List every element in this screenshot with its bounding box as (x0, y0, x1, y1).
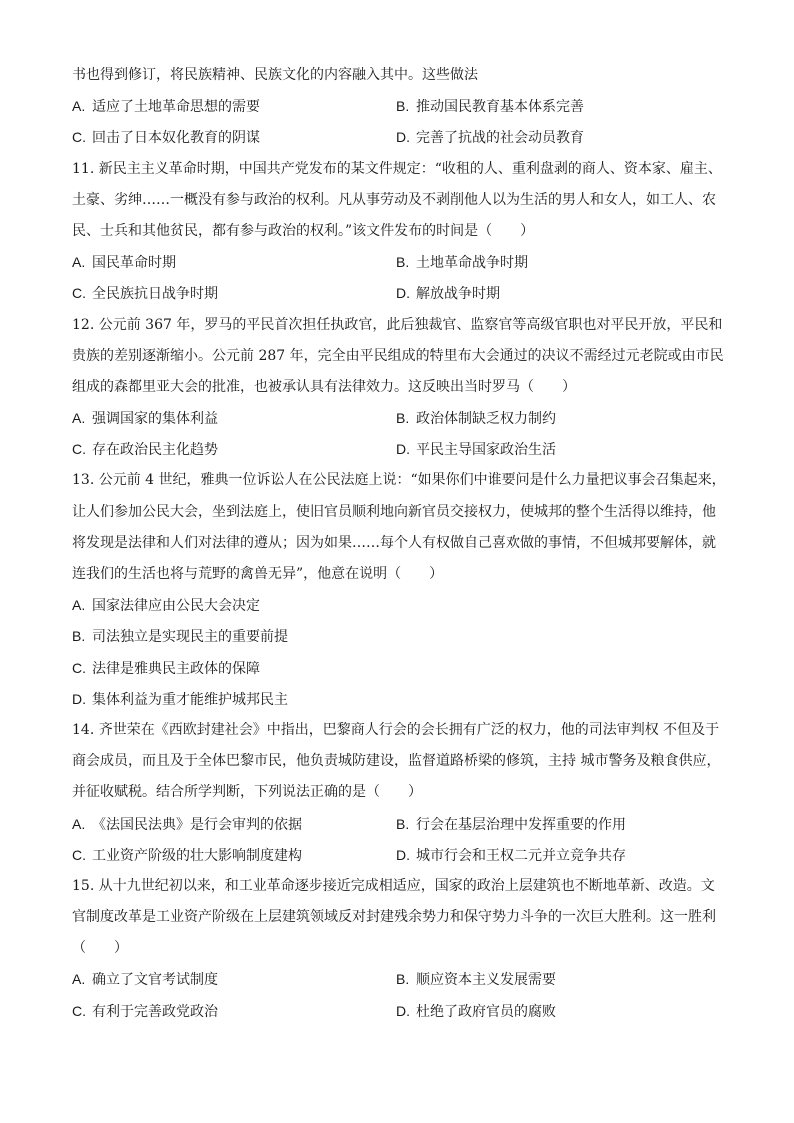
option-b: B. 政治体制缺乏权力制约 (396, 410, 556, 428)
option-d: D. 杜绝了政府官员的腐败 (396, 1002, 556, 1020)
option-c: C. 存在政治民主化趋势 (72, 441, 218, 459)
question-stem-line: 商会成员，而且及于全体巴黎市民，他负责城防建设，监督道路桥梁的修筑，主持 城市警务及粮食供应， (72, 753, 721, 770)
question-stem-line: 官制度改革是工业资产阶级在上层建筑领域反对封建残余势力和保守势力斗争的一次巨大胜利。这一胜利 (72, 909, 716, 926)
option-a: A. 确立了文官考试制度 (72, 971, 218, 989)
option-d: D. 城市行会和王权二元并立竞争共存 (396, 846, 626, 864)
option-d: D. 集体利益为重才能维护城邦民主 (72, 690, 288, 708)
question-stem-line: 13. 公元前 4 世纪，雅典一位诉讼人在公民法庭上说：“如果你们中谁要问是什么力量把议事会召集起来， (72, 472, 726, 489)
option-b: B. 土地革命战争时期 (396, 254, 528, 272)
question-stem-line: 11. 新民主主义革命时期，中国共产党发布的某文件规定：“收租的人、重利盘剥的商人、资本家、雇主、 (72, 160, 722, 177)
option-c: C. 回击了日本奴化教育的阴谋 (72, 129, 260, 147)
option-c: C. 有利于完善政党政治 (72, 1002, 218, 1020)
question-stem-line: 让人们参加公民大会，坐到法庭上，使旧官员顺利地向新官员交接权力，使城邦的整个生活得以维持，他 (72, 503, 716, 520)
question-11 (72, 154, 728, 310)
question-12 (72, 310, 728, 466)
exam-page (72, 60, 728, 1027)
option-b: B. 推动国民教育基本体系完善 (396, 98, 584, 116)
question-stem-line: 连我们的生活也将与荒野的禽兽无异”，他意在说明（ ） (72, 566, 444, 582)
question-stem-line: 12. 公元前 367 年，罗马的平民首次担任执政官，此后独裁官、监察官等高级官职也对平民开放，平民和 (72, 316, 723, 333)
question-stem-line: 14. 齐世荣在《西欧封建社会》中指出，巴黎商人行会的会长拥有广泛的权力，他的司法审判权 不但及于 (72, 721, 720, 738)
option-c: C. 全民族抗日战争时期 (72, 285, 218, 303)
option-a: A. 强调国家的集体利益 (72, 410, 218, 428)
option-b: B. 司法独立是实现民主的重要前提 (72, 628, 288, 646)
question-stem-line: 书也得到修订，将民族精神、民族文化的内容融入其中。这些做法 (72, 67, 478, 83)
question-13 (72, 465, 728, 715)
option-b: B. 行会在基层治理中发挥重要的作用 (396, 815, 626, 833)
question-14 (72, 715, 728, 871)
question-stem-line: 将发现是法律和人们对法律的遵从；因为如果……每个人有权做自己喜欢做的事情，不但城邦要解体，就 (72, 534, 716, 551)
question-10 (72, 60, 728, 154)
option-c: C. 法律是雅典民主政体的保障 (72, 659, 260, 677)
question-stem-line: 土豪、劣绅……一概没有参与政治的权利。凡从事劳动及不剥削他人以为生活的男人和女人，如工人、农 (72, 191, 716, 208)
option-c: C. 工业资产阶级的壮大影响制度建构 (72, 846, 302, 864)
question-stem-line: 贵族的差别逐渐缩小。公元前 287 年，完全由平民组成的特里布大会通过的决议不需经过元老院或由市民 (72, 347, 724, 364)
option-b: B. 顺应资本主义发展需要 (396, 971, 556, 989)
question-stem-line: 并征收赋税。结合所学判断，下列说法正确的是（ ） (72, 784, 422, 801)
question-stem-line: （ ） (72, 940, 128, 957)
question-15 (72, 871, 728, 1027)
option-a: A. 国家法律应由公民大会决定 (72, 597, 260, 615)
question-stem-line: 组成的森都里亚大会的批准，也被承认具有法律效力。这反映出当时罗马（ ） (72, 378, 576, 395)
question-stem-line: 民、士兵和其他贫民，都有参与政治的权利。”该文件发布的时间是（ ） (72, 222, 535, 239)
option-a: A. 《法国民法典》是行会审判的依据 (72, 815, 302, 833)
option-a: A. 适应了土地革命思想的需要 (72, 98, 260, 116)
option-d: D. 解放战争时期 (396, 285, 500, 303)
option-d: D. 平民主导国家政治生活 (396, 441, 556, 459)
option-a: A. 国民革命时期 (72, 254, 176, 272)
option-d: D. 完善了抗战的社会动员教育 (396, 129, 584, 147)
question-stem-line: 15. 从十九世纪初以来，和工业革命逐步接近完成相适应，国家的政治上层建筑也不断地革新、改造。文 (72, 877, 715, 894)
